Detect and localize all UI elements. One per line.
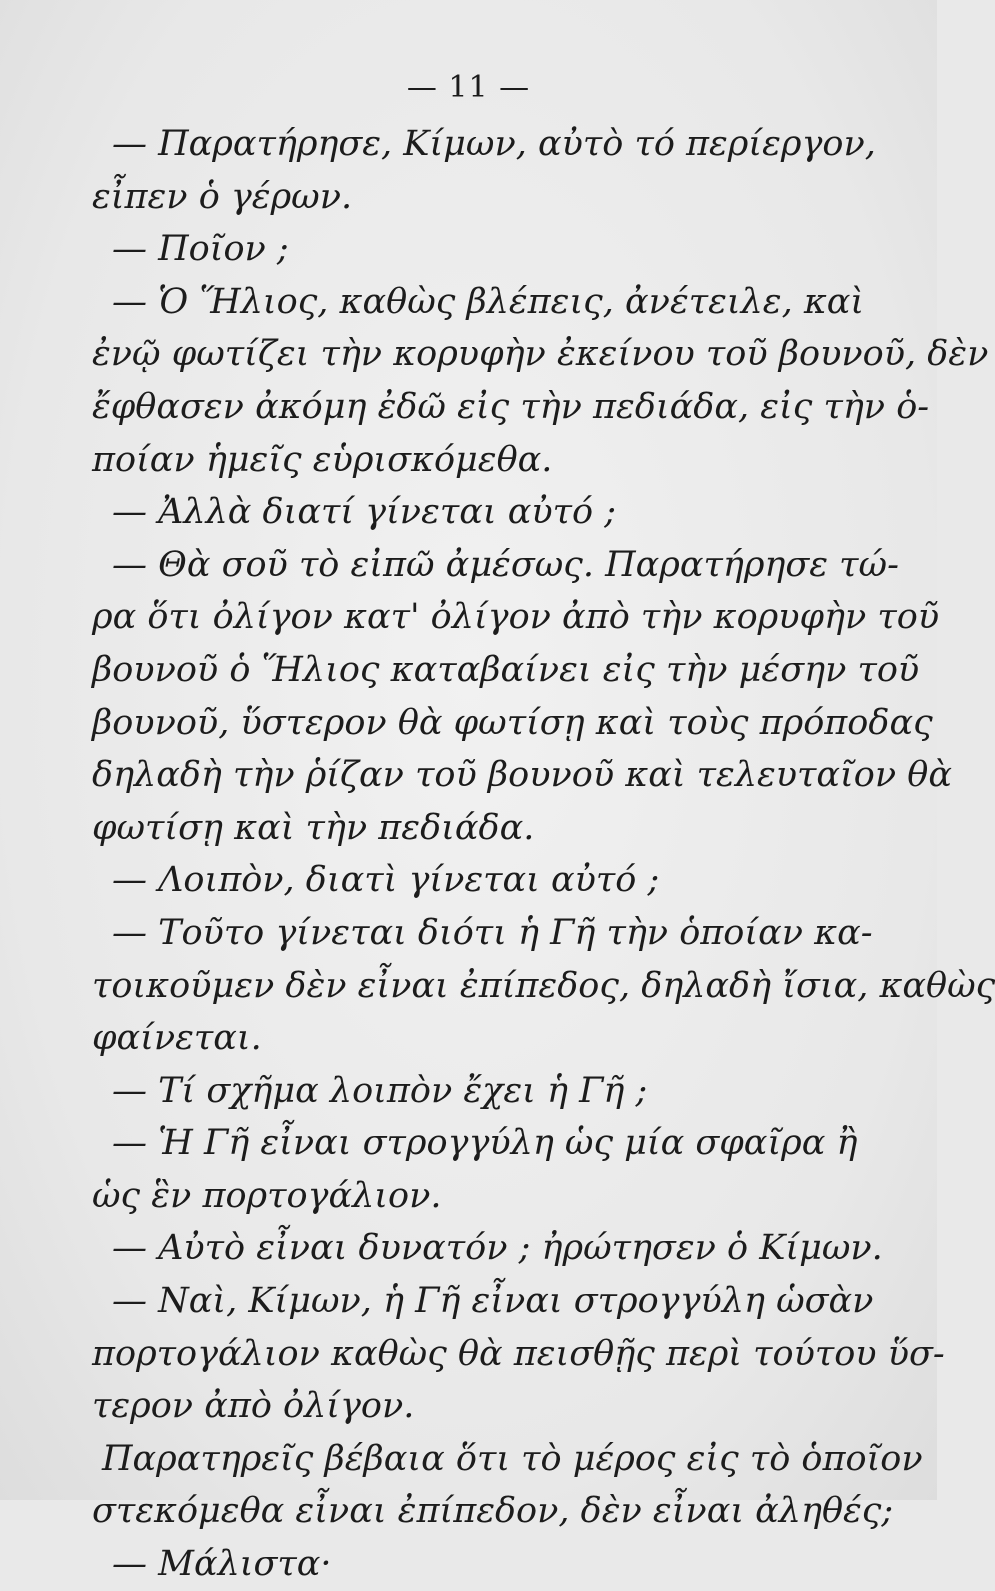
text-line: — Τί σχῆμα λοιπὸν ἔχει ἡ Γῆ ; — [112, 1070, 648, 1111]
text-line: δηλαδὴ τὴν ῥίζαν τοῦ βουνοῦ καὶ τελευταῖον θὰ — [92, 755, 952, 796]
page-body — [92, 118, 995, 1591]
text-line: — Ναὶ, Κίμων, ἡ Γῆ εἶναι στρογγύλη ὡσὰν — [112, 1281, 874, 1322]
page-number: — 11 — — [406, 70, 531, 105]
text-line: ὡς ἓν πορτογάλιον. — [92, 1175, 442, 1216]
text-line: πορτογάλιον καθὼς θὰ πεισθῇς περὶ τούτου ὕσ- — [92, 1333, 945, 1374]
text-line: — Ἀλλὰ διατί γίνεται αὐτό ; — [112, 492, 616, 533]
text-line: ἐνῷ φωτίζει τὴν κορυφὴν ἐκείνου τοῦ βουνοῦ, δὲν — [92, 334, 989, 375]
text-line: — Ποῖον ; — [112, 229, 289, 270]
text-line: — Αὐτὸ εἶναι δυνατόν ; ἠρώτησεν ὁ Κίμων. — [112, 1228, 883, 1269]
text-line: Παρατηρεῖς βέβαια ὅτι τὸ μέρος εἰς τὸ ὁποῖον — [102, 1438, 923, 1479]
text-line: τερον ἀπὸ ὀλίγον. — [92, 1386, 415, 1427]
text-line: φωτίσῃ καὶ τὴν πεδιάδα. — [92, 807, 535, 848]
text-line: στεκόμεθα εἶναι ἐπίπεδον, δὲν εἶναι ἀληθές; — [92, 1491, 894, 1532]
text-line: εἶπεν ὁ γέρων. — [92, 176, 353, 217]
text-line: — Λοιπὸν, διατὶ γίνεται αὐτό ; — [112, 860, 660, 901]
text-line: — Θὰ σοῦ τὸ εἰπῶ ἀμέσως. Παρατήρησε τώ- — [112, 544, 899, 585]
text-line: — Ὁ Ἥλιος, καθὼς βλέπεις, ἀνέτειλε, καὶ — [112, 281, 865, 322]
text-line: φαίνεται. — [92, 1018, 262, 1059]
text-line: ποίαν ἡμεῖς εὑρισκόμεθα. — [92, 439, 553, 480]
text-line: — Μάλιστα· — [112, 1544, 332, 1585]
text-line: — Τοῦτο γίνεται διότι ἡ Γῆ τὴν ὁποίαν κα- — [112, 912, 873, 953]
text-line: — Ἡ Γῆ εἶναι στρογγύλη ὡς μία σφαῖρα ἢ — [112, 1123, 858, 1164]
text-line: βουνοῦ ὁ Ἥλιος καταβαίνει εἰς τὴν μέσην τοῦ — [92, 649, 920, 690]
text-line: βουνοῦ, ὕστερον θὰ φωτίσῃ καὶ τοὺς πρόποδας — [92, 702, 933, 743]
text-line: τοικοῦμεν δὲν εἶναι ἐπίπεδος, δηλαδὴ ἴσια, καθὼς — [92, 965, 995, 1006]
text-line: ἔφθασεν ἀκόμη ἐδῶ εἰς τὴν πεδιάδα, εἰς τὴν ὁ- — [92, 386, 930, 427]
text-line: ρα ὅτι ὀλίγον κατ' ὀλίγον ἀπὸ τὴν κορυφὴν τοῦ — [92, 597, 940, 638]
text-line: — Παρατήρησε, Κίμων, αὐτὸ τό περίεργον, — [112, 124, 876, 164]
